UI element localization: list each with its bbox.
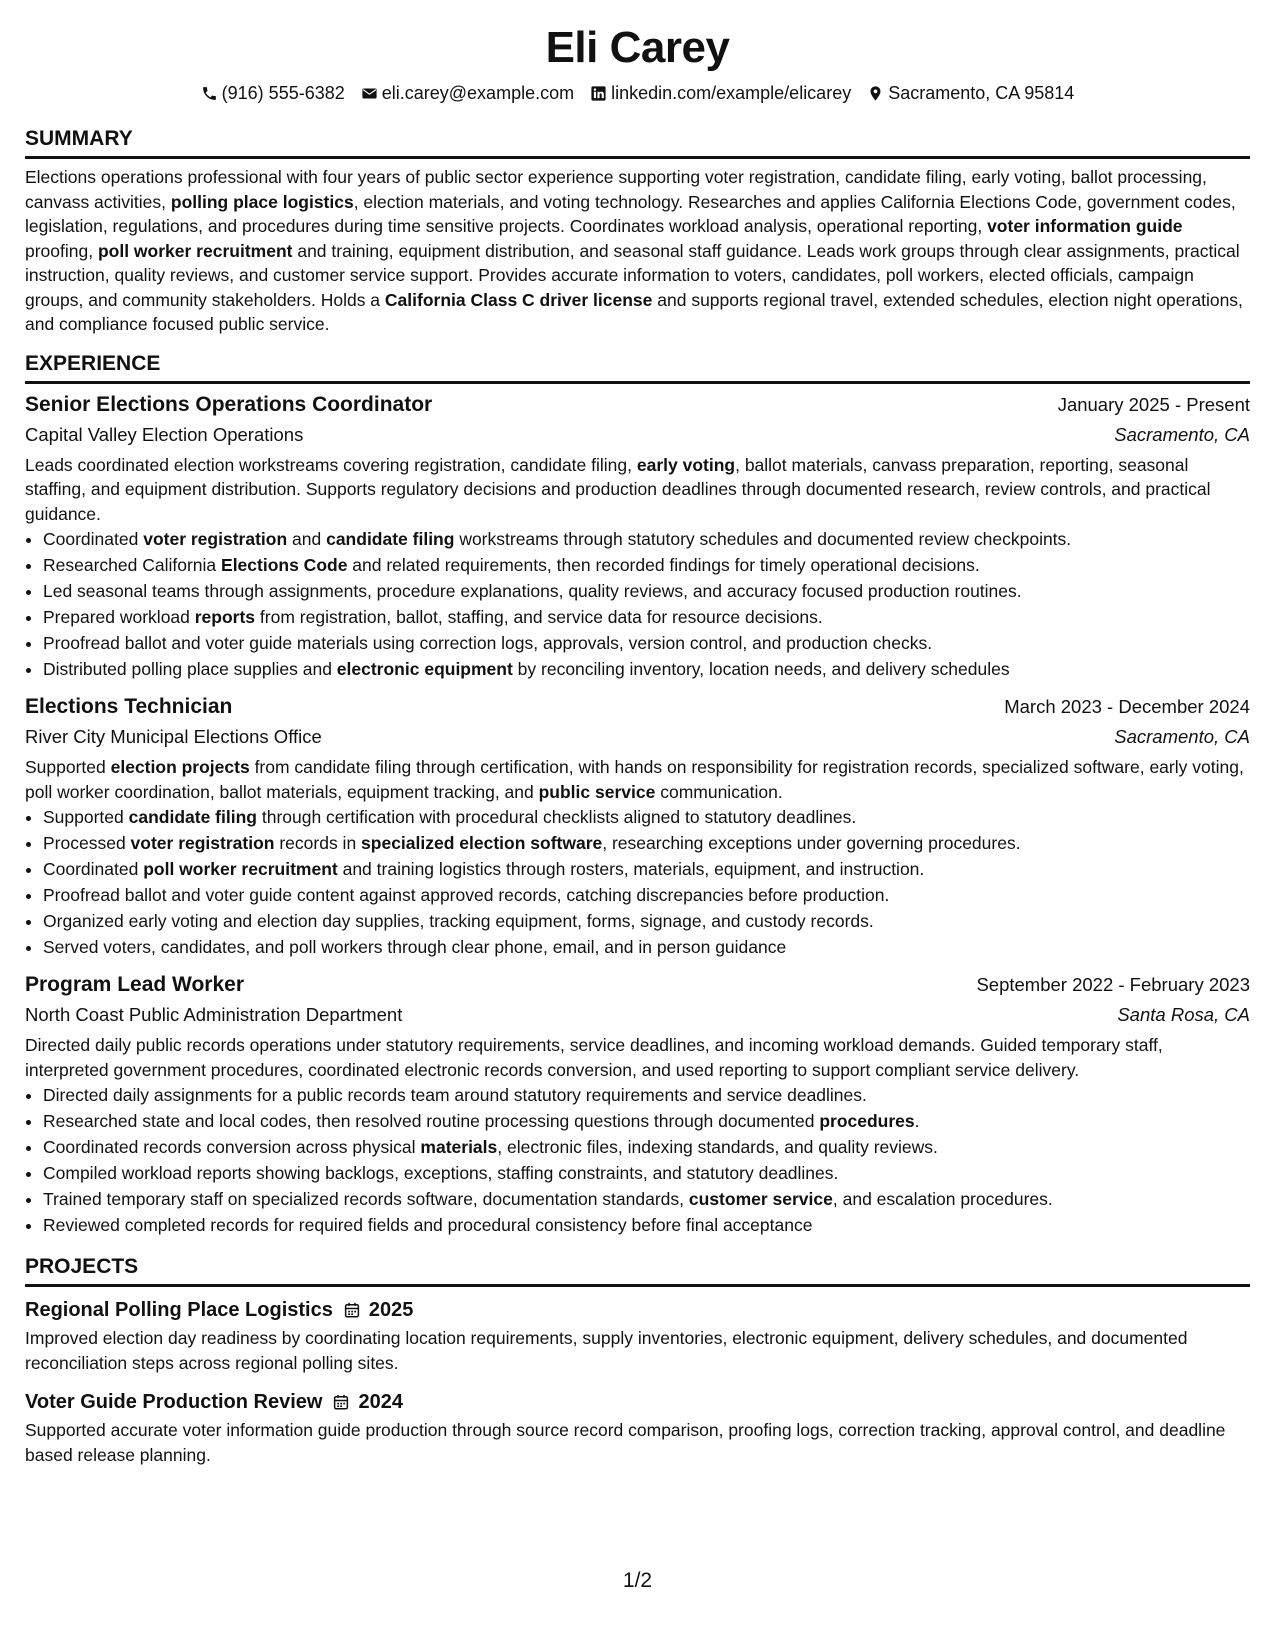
email-text[interactable]: eli.carey@example.com: [381, 83, 575, 103]
job-bullets: [25, 526, 1250, 682]
phone-icon: [201, 85, 218, 102]
job-description: Supported election projects from candidate filing through certification, with hands on responsibility for registration records, specialized software, early voting, poll worker coordination, ballot materials, equipment tracking, and public service communication.: [25, 757, 1244, 802]
emphasis-text: electronic equipment: [336, 659, 513, 679]
job-location: Sacramento, CA: [1114, 423, 1250, 445]
emphasis-text: poll worker recruitment: [97, 240, 293, 261]
projects-section: [25, 1254, 1250, 1467]
project-entry: [25, 1387, 1250, 1467]
job-location: Sacramento, CA: [1114, 726, 1250, 747]
job-bullet: • Reviewed completed records for required fields and procedural consistency before final acceptance: [43, 1212, 1250, 1238]
job-title: Senior Elections Operations Coordinator: [25, 392, 433, 416]
emphasis-text: materials: [420, 1137, 498, 1157]
job-location: Santa Rosa, CA: [1117, 1004, 1250, 1025]
project-year-group: [343, 1295, 414, 1325]
emphasis-text: customer service: [688, 1189, 833, 1209]
job-dates: January 2025 - Present: [1057, 393, 1250, 415]
project-header: [25, 1295, 1250, 1325]
job-company: Capital Valley Election Operations: [25, 423, 304, 445]
job-bullet: • Led seasonal teams through assignments, procedure explanations, quality reviews, and accuracy focused production routines.: [43, 578, 1250, 604]
phone-text: (916) 555-6382: [221, 83, 345, 103]
emphasis-text: early voting: [636, 454, 736, 475]
project-title: Regional Polling Place Logistics: [25, 1299, 333, 1321]
project-year: 2024: [358, 1391, 403, 1413]
emphasis-text: voter registration: [143, 529, 288, 549]
job-bullet: • Coordinated poll worker recruitment and training logistics through rosters, materials, equipment, and instruction.: [43, 856, 1250, 882]
candidate-name: Eli Carey: [545, 23, 730, 72]
emphasis-text: specialized election software: [361, 833, 603, 853]
summary-text: Elections operations professional with four years of public sector experience supporting voter registration, candidate filing, early voting, ballot processing, canvass activities, polling place logistics, election materials, and voting technology. Researches and applies California Elections Code, government codes, legislation, regulations, and procedures during time sensitive projects. Coordinates workload analysis, operational reporting, voter information guide proofing, poll worker recruitment and training, equipment distribution, and seasonal staff guidance. Leads work groups through clear assignments, practical instruction, quality reviews, and customer service support. Provides accurate information to voters, candidates, poll workers, elected officials, campaign groups, and community stakeholders. Holds a California Class C driver license and supports regional travel, extended schedules, election night operations, and compliance focused public service.: [25, 167, 1243, 334]
job-bullet: • Directed daily assignments for a public records team around statutory requirements and service deadlines.: [43, 1082, 1250, 1108]
emphasis-text: voter information guide: [987, 216, 1183, 236]
job-bullet: • Trained temporary staff on specialized records software, documentation standards, customer service, and escalation procedures.: [43, 1186, 1250, 1212]
job-bullet: • Distributed polling place supplies and electronic equipment by reconciling inventory, location needs, and delivery schedules: [43, 656, 1250, 682]
summary-section: [25, 126, 1250, 337]
job-title: Elections Technician: [25, 695, 233, 718]
project-description: Improved election day readiness by coordinating location requirements, supply inventories, electronic equipment, delivery schedules, and documented reconciliation steps across regional polling sites.: [25, 1328, 1188, 1373]
job-company: North Coast Public Administration Department: [25, 1004, 403, 1025]
job-company: River City Municipal Elections Office: [25, 726, 322, 747]
job-bullet: • Prepared workload reports from registration, ballot, staffing, and service data for resource decisions.: [43, 604, 1250, 630]
project-year-group: [332, 1387, 403, 1417]
job-bullet: • Processed voter registration records in specialized election software, researching exceptions under governing procedures.: [43, 830, 1250, 856]
section-heading-summary: SUMMARY: [25, 126, 1250, 159]
job-entry: [25, 692, 1250, 960]
job-description: Leads coordinated election workstreams covering registration, candidate filing, early voting, ballot materials, canvass preparation, reporting, seasonal staffing, and equipment distribution. Supports regulatory decisions and production deadlines through documented research, review controls, and practical guidance.: [25, 454, 1211, 524]
job-bullet: • Proofread ballot and voter guide content against approved records, catching discrepancies before production.: [43, 882, 1250, 908]
project-year: 2025: [368, 1299, 414, 1321]
envelope-icon: [361, 85, 378, 102]
job-entry: [25, 970, 1250, 1238]
resume-header: [25, 20, 1250, 106]
job-entry: [25, 390, 1250, 683]
emphasis-text: voter registration: [130, 833, 275, 853]
job-bullets: [25, 804, 1250, 960]
section-heading-projects: PROJECTS: [25, 1254, 1250, 1287]
emphasis-text: polling place logistics: [170, 191, 354, 212]
calendar-icon: [343, 1301, 361, 1319]
job-title: Program Lead Worker: [25, 973, 245, 996]
contact-location: [867, 80, 1074, 106]
emphasis-text: poll worker recruitment: [143, 859, 338, 879]
emphasis-text: candidate filing: [128, 807, 257, 827]
job-dates: March 2023 - December 2024: [1004, 696, 1250, 717]
job-bullets: [25, 1082, 1250, 1238]
contact-linkedin[interactable]: [590, 80, 851, 106]
resume-page: [25, 20, 1250, 1467]
location-text: Sacramento, CA 95814: [888, 83, 1075, 103]
project-title: Voter Guide Production Review: [25, 1391, 323, 1413]
emphasis-text: election projects: [110, 757, 250, 777]
page-indicator: 1/2: [622, 1569, 653, 1592]
experience-section: [25, 351, 1250, 1239]
project-header: [25, 1387, 1250, 1417]
job-company-row: [25, 722, 1250, 752]
emphasis-text: procedures: [819, 1111, 915, 1131]
linkedin-icon: [590, 85, 607, 102]
job-bullet: • Compiled workload reports showing backlogs, exceptions, staffing constraints, and statutory deadlines.: [43, 1160, 1250, 1186]
calendar-icon: [332, 1393, 350, 1411]
emphasis-text: Elections Code: [221, 555, 348, 575]
emphasis-text: public service: [538, 781, 656, 802]
map-pin-icon: [867, 85, 884, 102]
job-bullet: • Coordinated records conversion across physical materials, electronic files, indexing standards, and quality reviews.: [43, 1134, 1250, 1160]
job-bullet: • Researched state and local codes, then resolved routine processing questions through documented procedures.: [43, 1108, 1250, 1134]
job-title-row: [25, 692, 1250, 722]
emphasis-text: reports: [194, 607, 256, 627]
job-company-row: [25, 1000, 1250, 1030]
emphasis-text: California Class C driver license: [384, 289, 653, 310]
project-description: Supported accurate voter information guide production through source record comparison, proofing logs, correction tracking, approval control, and deadline based release planning.: [25, 1420, 1226, 1465]
job-bullet: • Supported candidate filing through certification with procedural checklists aligned to statutory deadlines.: [43, 804, 1250, 830]
linkedin-text[interactable]: linkedin.com/example/elicarey: [611, 83, 852, 103]
job-bullet: • Researched California Elections Code and related requirements, then recorded findings for timely operational decisions.: [43, 552, 1250, 578]
job-bullet: • Served voters, candidates, and poll workers through clear phone, email, and in person guidance: [43, 934, 1250, 960]
job-description: Directed daily public records operations under statutory requirements, service deadlines, and incoming workload demands. Guided temporary staff, interpreted government procedures, coordinated electronic records conversion, and used reporting to support compliant service delivery.: [25, 1035, 1163, 1080]
job-title-row: [25, 390, 1250, 420]
emphasis-text: candidate filing: [326, 529, 455, 549]
job-dates: September 2022 - February 2023: [976, 974, 1250, 995]
section-heading-experience: EXPERIENCE: [25, 351, 1250, 384]
contact-phone: [201, 80, 345, 106]
contact-email[interactable]: [361, 80, 574, 106]
job-bullet: • Coordinated voter registration and candidate filing workstreams through statutory schedules and documented review checkpoints.: [43, 526, 1250, 552]
contact-bar: [25, 80, 1250, 106]
project-entry: [25, 1295, 1250, 1375]
job-company-row: [25, 420, 1250, 450]
job-bullet: • Proofread ballot and voter guide materials using correction logs, approvals, version control, and production checks.: [43, 630, 1250, 656]
job-bullet: • Organized early voting and election day supplies, tracking equipment, forms, signage, and custody records.: [43, 908, 1250, 934]
job-title-row: [25, 970, 1250, 1000]
